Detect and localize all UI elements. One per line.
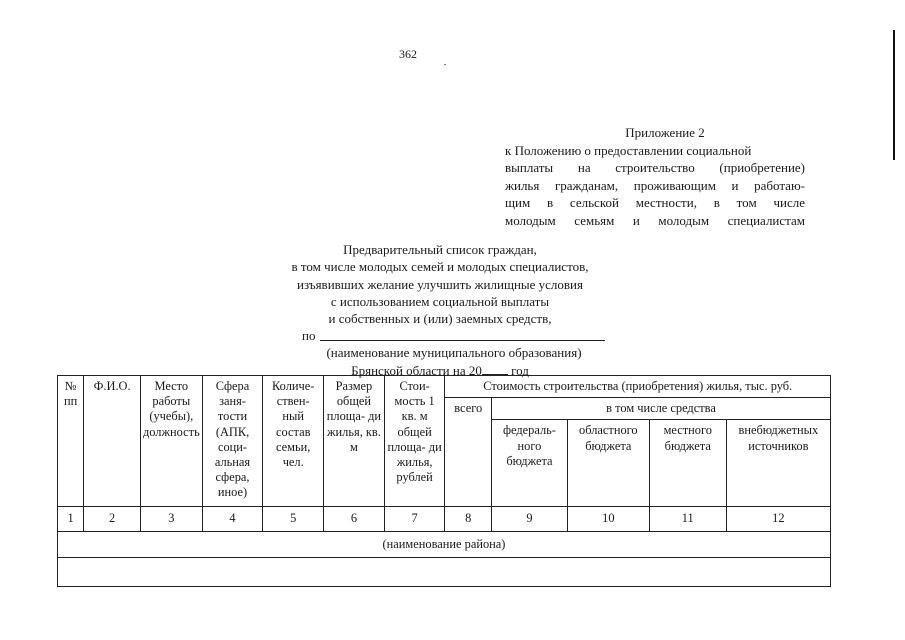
district-row: [58, 531, 831, 557]
scan-speck: [444, 64, 446, 65]
heading-line: в том числе молодых семей и молодых специалистов,: [291, 259, 589, 275]
column-number: 4: [202, 507, 263, 531]
header-fio: Ф.И.О.: [84, 376, 141, 507]
header-place: Место работы (учебы), должность: [140, 376, 202, 507]
scan-margin-mark: [893, 30, 895, 160]
column-number: 11: [649, 507, 726, 531]
header-extrabudget: внебюджетных источников: [726, 420, 830, 507]
header-incl-group: в том числе средства: [492, 398, 831, 420]
heading-line: и собственных и (или) заемных средств,: [328, 311, 552, 327]
column-number: 9: [492, 507, 568, 531]
appendix-line: молодым семьям и молодым специалистам: [505, 212, 805, 228]
heading-line: Предварительный список граждан,: [343, 242, 537, 257]
column-number: 10: [567, 507, 649, 531]
header-num: № пп: [58, 376, 84, 507]
page-number: 362: [399, 47, 417, 61]
year-blank: [482, 363, 508, 375]
fill-in-rule: [320, 340, 605, 341]
header-family: Количе- ствен- ный состав семьи, чел.: [263, 376, 324, 507]
header-local: местного бюджета: [649, 420, 726, 507]
header-federal: федераль- ного бюджета: [492, 420, 568, 507]
blank-row: [58, 557, 831, 586]
column-number: 2: [84, 507, 141, 531]
appendix-line: выплаты на строительство (приобретение): [505, 160, 805, 176]
column-number-row: [58, 507, 831, 531]
region-prefix: Брянской области на 20: [351, 362, 482, 378]
header-sphere: Сфера заня- тости (АПК, соци- альная сфера, иное): [202, 376, 263, 507]
municipality-fill-line: [230, 327, 650, 344]
document-heading: [230, 241, 650, 379]
column-number: 12: [726, 507, 830, 531]
heading-line: изъявивших желание улучшить жилищные условия: [296, 276, 583, 292]
header-total: всего: [445, 398, 492, 507]
column-number: 5: [263, 507, 324, 531]
column-number: 8: [445, 507, 492, 531]
blank-cell: [58, 557, 831, 586]
citizens-list-table: [57, 375, 831, 587]
column-number: 3: [140, 507, 202, 531]
header-cost-sqm: Стои- мость 1 кв. м общей площа- ди жилья, рублей: [384, 376, 445, 507]
appendix-line: щим в сельской местности, в том числе: [505, 195, 805, 211]
appendix-title: Приложение 2: [625, 125, 705, 140]
header-cost-group: Стоимость строительства (приобретения) жилья, тыс. руб.: [445, 376, 831, 398]
column-number: 6: [324, 507, 385, 531]
municipality-caption: (наименование муниципального образования): [326, 345, 582, 361]
district-caption: (наименование района): [58, 531, 831, 557]
header-area: Размер общей площа- ди жилья, кв. м: [324, 376, 385, 507]
header-regional: областного бюджета: [567, 420, 649, 507]
appendix-line: жилья гражданам, проживающим и работаю-: [505, 177, 805, 193]
appendix-block: [505, 124, 805, 230]
column-number: 7: [384, 507, 445, 531]
po-label: по: [302, 328, 316, 344]
region-suffix: год: [511, 362, 529, 378]
appendix-line: к Положению о предоставлении социальной: [505, 142, 752, 158]
column-number: 1: [58, 507, 84, 531]
heading-line: с использованием социальной выплаты: [330, 293, 550, 309]
